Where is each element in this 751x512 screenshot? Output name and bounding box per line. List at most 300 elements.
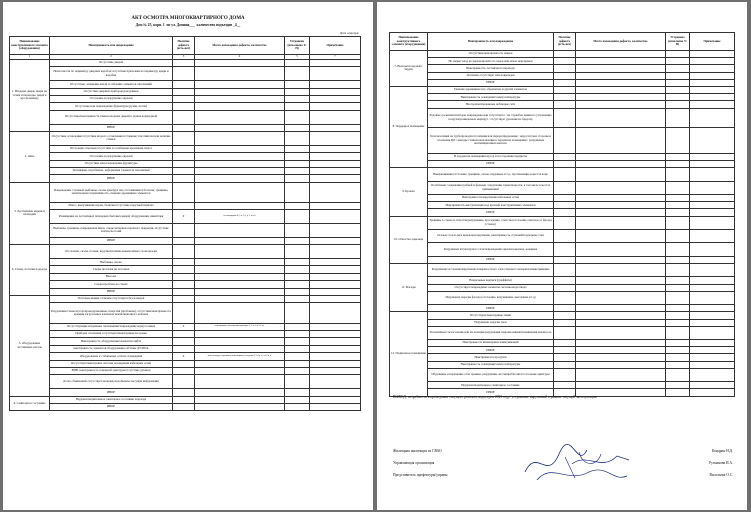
defect-location-cell[interactable]: на площадках 4,5 эт. 3,6, п. 1 и п.4 [195, 210, 285, 224]
note-cell[interactable] [310, 303, 361, 323]
defect-present-cell[interactable] [554, 153, 576, 160]
defect-location-cell[interactable] [576, 128, 666, 154]
fixed-cell[interactable] [285, 103, 310, 110]
defect-location-cell[interactable] [576, 101, 666, 108]
fixed-cell[interactable] [285, 303, 310, 323]
defect-present-cell[interactable] [554, 347, 576, 354]
defect-location-cell[interactable] [576, 263, 666, 276]
defect-location-cell[interactable] [576, 326, 666, 339]
note-cell[interactable] [690, 243, 735, 256]
defect-location-cell[interactable] [195, 338, 285, 345]
defect-present-cell[interactable] [173, 103, 195, 110]
table-row [10, 81, 361, 88]
fixed-cell[interactable] [285, 110, 310, 124]
defect-present-cell[interactable] [554, 94, 576, 101]
note-cell[interactable] [690, 256, 735, 263]
fixed-cell[interactable] [666, 65, 690, 72]
defect-description: Следы протечек на потолках [50, 266, 173, 273]
defect-location-cell[interactable] [195, 167, 285, 174]
defect-location-cell[interactable] [195, 153, 285, 160]
note-cell[interactable] [310, 273, 361, 280]
fixed-cell[interactable] [285, 259, 310, 266]
defect-present-cell[interactable] [173, 259, 195, 266]
defect-location-cell[interactable] [576, 209, 666, 216]
defect-present-cell[interactable] [173, 273, 195, 280]
defect-present-cell[interactable] [173, 224, 195, 238]
note-cell[interactable] [310, 375, 361, 389]
defect-present-cell[interactable] [173, 67, 195, 81]
defect-location-cell[interactable] [195, 375, 285, 389]
fixed-cell[interactable] [666, 243, 690, 256]
defect-present-cell[interactable] [554, 79, 576, 86]
fixed-cell[interactable] [666, 263, 690, 276]
fixed-cell[interactable] [285, 353, 310, 360]
defect-location-cell[interactable] [195, 245, 285, 259]
note-cell[interactable] [690, 161, 735, 168]
note-cell[interactable] [310, 67, 361, 81]
note-cell[interactable] [310, 160, 361, 167]
defect-location-cell[interactable] [195, 145, 285, 152]
defect-present-cell[interactable] [554, 284, 576, 291]
defect-description: ИНОЕ [428, 256, 554, 263]
fixed-cell[interactable] [285, 95, 310, 102]
note-cell[interactable] [310, 330, 361, 337]
defect-present-cell[interactable] [173, 396, 195, 403]
defect-present-cell[interactable] [554, 86, 576, 93]
note-cell[interactable] [690, 181, 735, 194]
fixed-cell[interactable] [666, 382, 690, 389]
fixed-cell[interactable] [285, 88, 310, 95]
note-cell[interactable] [690, 361, 735, 368]
note-cell[interactable] [310, 131, 361, 145]
note-cell[interactable] [690, 202, 735, 209]
defect-location-cell[interactable] [576, 72, 666, 79]
note-cell[interactable] [310, 224, 361, 238]
note-cell[interactable] [310, 145, 361, 152]
fixed-cell[interactable] [285, 389, 310, 396]
defect-present-cell[interactable]: 0 [173, 353, 195, 360]
defect-location-cell[interactable] [195, 403, 285, 410]
defect-location-cell[interactable] [195, 175, 285, 182]
defect-present-cell[interactable] [173, 131, 195, 145]
structural-element-name: 2. Окна [10, 131, 50, 182]
note-cell[interactable] [310, 167, 361, 174]
fixed-cell[interactable] [666, 195, 690, 202]
fixed-cell[interactable] [285, 360, 310, 367]
defect-present-cell[interactable] [554, 319, 576, 326]
note-cell[interactable] [310, 81, 361, 88]
note-cell[interactable] [690, 72, 735, 79]
note-cell[interactable] [690, 354, 735, 361]
note-cell[interactable] [310, 259, 361, 266]
note-cell[interactable] [310, 288, 361, 295]
defect-present-cell[interactable] [173, 81, 195, 88]
note-cell[interactable] [690, 368, 735, 381]
defect-location-cell[interactable] [195, 81, 285, 88]
defect-location-cell[interactable] [576, 382, 666, 389]
fixed-cell[interactable] [666, 256, 690, 263]
note-cell[interactable] [690, 340, 735, 347]
table-row [390, 216, 735, 229]
note-cell[interactable] [310, 266, 361, 273]
note-cell[interactable] [310, 175, 361, 182]
defect-location-cell[interactable] [576, 230, 666, 243]
fixed-cell[interactable] [666, 86, 690, 93]
fixed-cell[interactable] [285, 224, 310, 238]
defect-location-cell[interactable] [576, 65, 666, 72]
defect-location-cell[interactable] [576, 161, 666, 168]
note-cell[interactable] [690, 326, 735, 339]
defect-present-cell[interactable] [173, 245, 195, 259]
defect-location-cell[interactable] [195, 131, 285, 145]
defect-present-cell[interactable] [554, 65, 576, 72]
defect-present-cell[interactable] [554, 128, 576, 154]
defect-location-cell[interactable] [195, 182, 285, 202]
fixed-cell[interactable] [285, 175, 310, 182]
note-cell[interactable] [310, 296, 361, 303]
defect-present-cell[interactable] [554, 305, 576, 312]
note-cell[interactable] [690, 382, 735, 389]
defect-location-cell[interactable] [195, 95, 285, 102]
defect-location-cell[interactable] [576, 181, 666, 194]
fixed-cell[interactable] [666, 312, 690, 319]
note-cell[interactable] [690, 79, 735, 86]
fixed-cell[interactable] [666, 305, 690, 312]
defect-location-cell[interactable]: кабель вокруг ограничителей направо из отделки 2,3,4 п.1,5 эт.3 п. 4 [195, 353, 285, 360]
defect-location-cell[interactable] [195, 367, 285, 374]
fixed-cell[interactable] [666, 319, 690, 326]
defect-location-cell[interactable] [576, 368, 666, 381]
defect-present-cell[interactable] [554, 161, 576, 168]
note-cell[interactable] [690, 65, 735, 72]
defect-location-cell[interactable] [576, 108, 666, 128]
fixed-cell[interactable] [285, 323, 310, 330]
defect-location-cell[interactable] [195, 202, 285, 209]
defect-location-cell[interactable] [576, 195, 666, 202]
fixed-cell[interactable] [666, 161, 690, 168]
defect-location-cell[interactable] [195, 281, 285, 288]
defect-location-cell[interactable] [576, 284, 666, 291]
defect-present-cell[interactable] [554, 291, 576, 304]
defect-present-cell[interactable] [554, 181, 576, 194]
note-cell[interactable] [310, 403, 361, 410]
note-cell[interactable] [310, 367, 361, 374]
fixed-cell[interactable] [666, 168, 690, 181]
note-cell[interactable] [690, 263, 735, 276]
defect-present-cell[interactable] [554, 361, 576, 368]
defect-present-cell[interactable] [554, 209, 576, 216]
defect-location-cell[interactable] [576, 86, 666, 93]
fixed-cell[interactable] [285, 67, 310, 81]
defect-location-cell[interactable] [576, 243, 666, 256]
defect-location-cell[interactable] [195, 330, 285, 337]
note-cell[interactable] [690, 195, 735, 202]
note-cell[interactable] [690, 128, 735, 154]
fixed-cell[interactable] [666, 368, 690, 381]
defect-present-cell[interactable] [554, 326, 576, 339]
fixed-cell[interactable] [285, 375, 310, 389]
defect-location-cell[interactable] [576, 354, 666, 361]
fixed-cell[interactable] [285, 202, 310, 209]
fixed-cell[interactable] [666, 284, 690, 291]
note-cell[interactable] [310, 110, 361, 124]
defect-present-cell[interactable] [554, 108, 576, 128]
defect-location-cell[interactable] [576, 291, 666, 304]
defect-location-cell[interactable] [576, 347, 666, 354]
defect-present-cell[interactable] [173, 60, 195, 67]
fixed-cell[interactable] [666, 72, 690, 79]
defect-location-cell[interactable] [195, 259, 285, 266]
defect-location-cell[interactable] [195, 360, 285, 367]
fixed-cell[interactable] [666, 153, 690, 160]
defect-location-cell[interactable] [576, 79, 666, 86]
fixed-cell[interactable] [666, 181, 690, 194]
defect-location-cell[interactable] [195, 124, 285, 131]
defect-present-cell[interactable] [173, 167, 195, 174]
defect-present-cell[interactable] [554, 277, 576, 284]
defect-location-cell[interactable] [576, 216, 666, 229]
defect-present-cell[interactable] [173, 303, 195, 323]
fixed-cell[interactable] [666, 216, 690, 229]
fixed-cell[interactable] [666, 108, 690, 128]
fixed-cell[interactable] [285, 60, 310, 67]
fixed-cell[interactable] [285, 81, 310, 88]
note-cell[interactable] [310, 202, 361, 209]
note-cell[interactable] [310, 245, 361, 259]
note-cell[interactable] [310, 153, 361, 160]
note-cell[interactable] [310, 389, 361, 396]
fixed-cell[interactable] [666, 340, 690, 347]
defect-location-cell[interactable] [195, 288, 285, 295]
defect-present-cell[interactable] [173, 153, 195, 160]
entrance-count: количество подъездов _4__ [196, 23, 241, 27]
note-cell[interactable] [690, 319, 735, 326]
fixed-cell[interactable] [285, 396, 310, 403]
defect-present-cell[interactable] [554, 354, 576, 361]
note-cell[interactable] [310, 360, 361, 367]
defect-present-cell[interactable] [173, 237, 195, 244]
note-cell[interactable] [690, 101, 735, 108]
fixed-cell[interactable] [666, 291, 690, 304]
fixed-cell[interactable] [285, 330, 310, 337]
defect-description: Выкрашивание/отслоение, трещины, сколы, наружные и т.д., протекающие в местах вокр [428, 168, 554, 181]
note-cell[interactable] [690, 153, 735, 160]
defect-present-cell[interactable] [554, 256, 576, 263]
fixed-cell[interactable] [666, 202, 690, 209]
fixed-cell[interactable] [666, 326, 690, 339]
note-cell[interactable] [310, 182, 361, 202]
fixed-cell[interactable] [285, 367, 310, 374]
defect-location-cell[interactable] [195, 273, 285, 280]
defect-location-cell[interactable] [195, 266, 285, 273]
defect-location-cell[interactable]: неисправные светильники приборы: 3,5 эт. 6 п.2 4 эт. [195, 323, 285, 330]
fixed-cell[interactable] [666, 354, 690, 361]
defect-present-cell[interactable] [173, 110, 195, 124]
defect-present-cell[interactable] [173, 266, 195, 273]
defect-present-cell[interactable] [554, 202, 576, 209]
defect-present-cell[interactable] [554, 263, 576, 276]
note-cell[interactable] [310, 323, 361, 330]
fixed-cell[interactable] [666, 79, 690, 86]
defect-location-cell[interactable] [576, 168, 666, 181]
note-cell[interactable] [310, 237, 361, 244]
fixed-cell[interactable] [666, 51, 690, 58]
fixed-cell[interactable] [666, 277, 690, 284]
defect-present-cell[interactable] [554, 51, 576, 58]
fixed-cell[interactable] [285, 153, 310, 160]
defect-present-cell[interactable] [173, 175, 195, 182]
defect-location-cell[interactable] [195, 389, 285, 396]
defect-location-cell[interactable] [195, 237, 285, 244]
defect-location-cell[interactable] [576, 51, 666, 58]
note-cell[interactable] [690, 209, 735, 216]
defect-present-cell[interactable] [554, 368, 576, 381]
note-cell[interactable] [310, 95, 361, 102]
defect-location-cell[interactable] [195, 224, 285, 238]
defect-present-cell[interactable] [173, 375, 195, 389]
defect-present-cell[interactable] [173, 88, 195, 95]
defect-present-cell[interactable] [173, 345, 195, 352]
note-cell[interactable] [690, 51, 735, 58]
defect-location-cell[interactable] [195, 160, 285, 167]
fixed-cell[interactable] [285, 273, 310, 280]
note-cell[interactable] [690, 58, 735, 65]
fixed-cell[interactable] [285, 403, 310, 410]
defect-present-cell[interactable] [554, 101, 576, 108]
defect-location-cell[interactable] [195, 60, 285, 67]
note-cell[interactable] [690, 284, 735, 291]
defect-present-cell[interactable] [554, 230, 576, 243]
defect-present-cell[interactable] [173, 182, 195, 202]
note-cell[interactable] [310, 281, 361, 288]
defect-location-cell[interactable] [576, 361, 666, 368]
defect-location-cell[interactable] [195, 296, 285, 303]
note-cell[interactable] [690, 108, 735, 128]
defect-present-cell[interactable]: 0 [173, 323, 195, 330]
defect-location-cell[interactable] [195, 303, 285, 323]
defect-location-cell[interactable] [576, 153, 666, 160]
defect-present-cell[interactable] [554, 312, 576, 319]
note-cell[interactable] [690, 216, 735, 229]
fixed-cell[interactable] [285, 296, 310, 303]
note-cell[interactable] [310, 60, 361, 67]
note-cell[interactable] [690, 168, 735, 181]
defect-location-cell[interactable] [576, 340, 666, 347]
note-cell[interactable] [310, 88, 361, 95]
defect-location-cell[interactable] [195, 88, 285, 95]
fixed-cell[interactable] [666, 230, 690, 243]
fixed-cell[interactable] [285, 345, 310, 352]
defect-present-cell[interactable]: 0 [173, 210, 195, 224]
defect-present-cell[interactable] [173, 403, 195, 410]
defect-present-cell[interactable] [173, 124, 195, 131]
note-cell[interactable] [690, 347, 735, 354]
fixed-cell[interactable] [666, 347, 690, 354]
defect-location-cell[interactable] [195, 396, 285, 403]
defect-present-cell[interactable] [173, 160, 195, 167]
defect-present-cell[interactable] [173, 202, 195, 209]
fixed-cell[interactable] [666, 209, 690, 216]
defect-present-cell[interactable] [554, 243, 576, 256]
fixed-cell[interactable] [285, 145, 310, 152]
defect-present-cell[interactable] [173, 360, 195, 367]
defect-present-cell[interactable] [173, 338, 195, 345]
defect-present-cell[interactable] [554, 168, 576, 181]
defect-present-cell[interactable] [173, 288, 195, 295]
note-cell[interactable] [690, 86, 735, 93]
defect-present-cell[interactable] [173, 95, 195, 102]
defect-location-cell[interactable] [576, 94, 666, 101]
defect-location-cell[interactable] [195, 345, 285, 352]
fixed-cell[interactable] [285, 237, 310, 244]
defect-present-cell[interactable] [173, 296, 195, 303]
fixed-cell[interactable] [285, 167, 310, 174]
defect-present-cell[interactable] [554, 72, 576, 79]
defect-location-cell[interactable] [576, 312, 666, 319]
defect-present-cell[interactable] [554, 195, 576, 202]
fixed-cell[interactable] [666, 128, 690, 154]
defect-present-cell[interactable] [173, 367, 195, 374]
defect-present-cell[interactable] [554, 216, 576, 229]
defect-present-cell[interactable] [554, 58, 576, 65]
defect-present-cell[interactable] [554, 382, 576, 389]
defect-location-cell[interactable] [576, 277, 666, 284]
defect-location-cell[interactable] [195, 67, 285, 81]
fixed-cell[interactable] [666, 94, 690, 101]
fixed-cell[interactable] [285, 124, 310, 131]
fixed-cell[interactable] [666, 101, 690, 108]
defect-present-cell[interactable] [173, 281, 195, 288]
note-cell[interactable] [310, 353, 361, 360]
note-cell[interactable] [310, 338, 361, 345]
defect-present-cell[interactable] [173, 330, 195, 337]
fixed-cell[interactable] [285, 288, 310, 295]
fixed-cell[interactable] [285, 266, 310, 273]
fixed-cell[interactable] [285, 338, 310, 345]
note-cell[interactable] [310, 124, 361, 131]
note-cell[interactable] [690, 230, 735, 243]
defect-present-cell[interactable] [554, 340, 576, 347]
defect-location-cell[interactable] [576, 256, 666, 263]
fixed-cell[interactable] [285, 245, 310, 259]
defect-location-cell[interactable] [576, 319, 666, 326]
fixed-cell[interactable] [666, 361, 690, 368]
defect-location-cell[interactable] [195, 110, 285, 124]
fixed-cell[interactable] [285, 131, 310, 145]
note-cell[interactable] [310, 210, 361, 224]
defect-description: Неудовлетворительное санитарное состояние подъезда [50, 396, 173, 403]
fixed-cell[interactable] [285, 210, 310, 224]
defect-present-cell[interactable] [173, 145, 195, 152]
note-cell[interactable] [310, 103, 361, 110]
note-cell[interactable] [690, 312, 735, 319]
note-cell[interactable] [690, 277, 735, 284]
defect-location-cell[interactable] [576, 202, 666, 209]
defect-location-cell[interactable] [195, 103, 285, 110]
note-cell[interactable] [310, 396, 361, 403]
fixed-cell[interactable] [285, 160, 310, 167]
note-cell[interactable] [690, 305, 735, 312]
defect-location-cell[interactable] [576, 58, 666, 65]
fixed-cell[interactable] [285, 281, 310, 288]
note-cell[interactable] [310, 345, 361, 352]
note-cell[interactable] [690, 94, 735, 101]
fixed-cell[interactable] [285, 182, 310, 202]
fixed-cell[interactable] [666, 58, 690, 65]
note-cell[interactable] [690, 291, 735, 304]
defect-location-cell[interactable] [576, 305, 666, 312]
defect-present-cell[interactable] [173, 389, 195, 396]
